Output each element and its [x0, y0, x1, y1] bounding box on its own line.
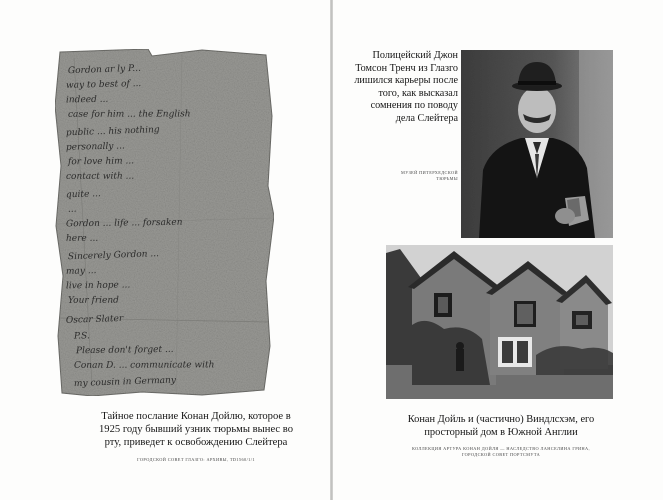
note-handwriting-line: P.S.	[73, 331, 90, 342]
note-handwriting-line: case for him ... the English	[67, 109, 191, 120]
note-handwriting-line: Please don't forget ...	[75, 344, 174, 357]
house-caption: Конан Дойль и (частично) Виндлсхэм, его просторный дом в Южной Англии	[407, 414, 595, 438]
note-handwriting-line: Gordon ... life ... forsaken	[65, 217, 183, 230]
note-handwriting-line: here ...	[65, 233, 99, 244]
note-handwriting-line: quite ...	[65, 189, 101, 201]
note-caption: Тайное послание Конан Дойлю, которое в 1925 году бывший узник тюрьмы вынес во рту, приведет к освобождению Слейтера	[99, 411, 293, 448]
note-handwriting-line: indeed ...	[65, 94, 109, 106]
note-handwriting-line: my cousin in Germany	[73, 375, 177, 390]
note-handwriting-line: personally ...	[65, 141, 125, 153]
note-handwriting-line: Gordon ar ly P...	[67, 63, 142, 77]
note-handwriting-line: Sincerely Gordon ...	[67, 249, 160, 263]
note-handwriting-line: Oscar Slater	[65, 313, 124, 326]
note-handwriting-line: Your friend	[67, 295, 119, 306]
note-handwriting-line: may ...	[65, 266, 97, 277]
note-credit: ГОРОДСКОЙ СОВЕТ ГЛАЗГО: АРХИВЫ, TD1560/1/1	[137, 457, 255, 462]
trench-caption: Полицейский Джон Томсон Тренч из Глазго лишился карьеры после того, как высказал сомнения по поводу дела Слейтера	[354, 50, 458, 124]
note-handwriting-line: for love him ...	[67, 156, 135, 168]
note-handwriting-line: ...	[67, 204, 77, 215]
note-handwriting-line: contact with ...	[65, 171, 135, 182]
windlesham-house-photo	[386, 245, 613, 399]
trench-credit: МУЗЕЙ ПИТЕРХЕДСКОЙ ТЮРЬМЫ	[401, 170, 458, 181]
note-handwriting-line: way to best of ...	[65, 79, 142, 91]
note-handwriting-line: Conan D. ... communicate with	[73, 360, 215, 371]
house-credit: КОЛЛЕКЦИЯ АРТУРА КОНАН ДОЙЛЯ — НАСЛЕДСТВО ЛАНСЕЛИНА ГРИНА, ГОРОДСКОЙ СОВЕТ ПОРТСМУТА	[411, 446, 590, 457]
handwritten-note-photo	[52, 46, 276, 398]
trench-portrait-photo	[461, 50, 613, 238]
note-handwriting-line: live in hope ...	[65, 280, 131, 292]
note-handwriting-line: public ... his nothing	[65, 125, 160, 139]
